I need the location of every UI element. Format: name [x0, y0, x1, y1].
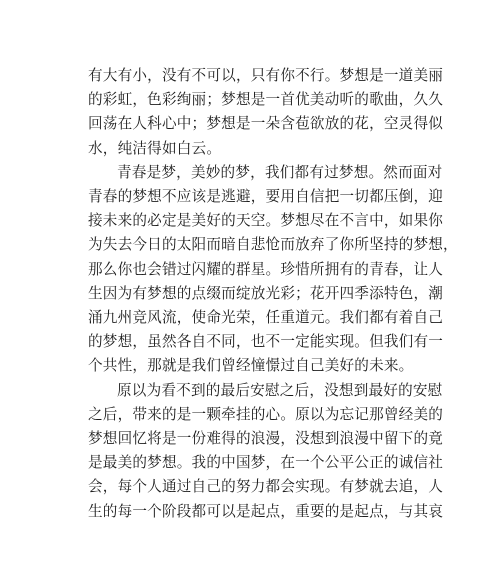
text-line: 青春的梦想不应该是逃避，要用自信把一切都压倒，迎 — [88, 188, 444, 206]
text-line: 接未来的必定是美好的天空。梦想尽在不言中，如果你 — [88, 212, 444, 230]
paragraph-1 — [88, 64, 444, 161]
paragraph-3 — [88, 379, 444, 524]
text-line: 生因为有梦想的点缀而绽放光彩；花开四季添特色，潮 — [88, 284, 444, 302]
text-line: 回荡在人科心中；梦想是一朵含苞欲放的花，空灵得似 — [88, 115, 444, 133]
text-line: 个共性，那就是我们曾经憧憬过自己美好的未来。 — [88, 357, 414, 375]
text-line: 的彩虹，色彩绚丽；梦想是一首优美动听的歌曲，久久 — [88, 91, 444, 109]
paragraph-2 — [88, 161, 458, 379]
document-body — [88, 64, 458, 524]
text-line: 的梦想，虽然各自不同，也不一定能实现。但我们有一 — [88, 333, 444, 351]
text-line: 梦想回忆将是一份难得的浪漫，没想到浪漫中留下的竟 — [88, 430, 444, 448]
text-line: 涌九州竞风流，使命光荣，任重道元。我们都有着自己 — [88, 309, 444, 327]
text-line: 是最美的梦想。我的中国梦，在一个公平公正的诚信社 — [88, 454, 444, 472]
text-line: 有大有小，没有不可以，只有你不行。梦想是一道美丽 — [88, 67, 444, 84]
text-line: 生的每一个阶段都可以是起点，重要的是起点，与其哀 — [88, 502, 444, 520]
text-line: 青春是梦，美妙的梦，我们都有过梦想。然而面对 — [117, 163, 443, 181]
text-line: 之后，带来的是一颗牵挂的心。原以为忘记那曾经美的 — [88, 405, 444, 423]
text-line: 为失去今日的太阳而暗自悲怆而放弃了你所坚持的梦想， — [88, 236, 458, 254]
text-line: 那么你也会错过闪耀的群星。珍惜所拥有的青春，让人 — [88, 260, 444, 278]
text-line: 会，每个人通过自己的努力都会实现。有梦就去追，人 — [88, 478, 444, 496]
text-line: 原以为看不到的最后安慰之后，没想到最好的安慰 — [117, 381, 443, 399]
text-line: 水，纯洁得如白云。 — [88, 139, 222, 157]
